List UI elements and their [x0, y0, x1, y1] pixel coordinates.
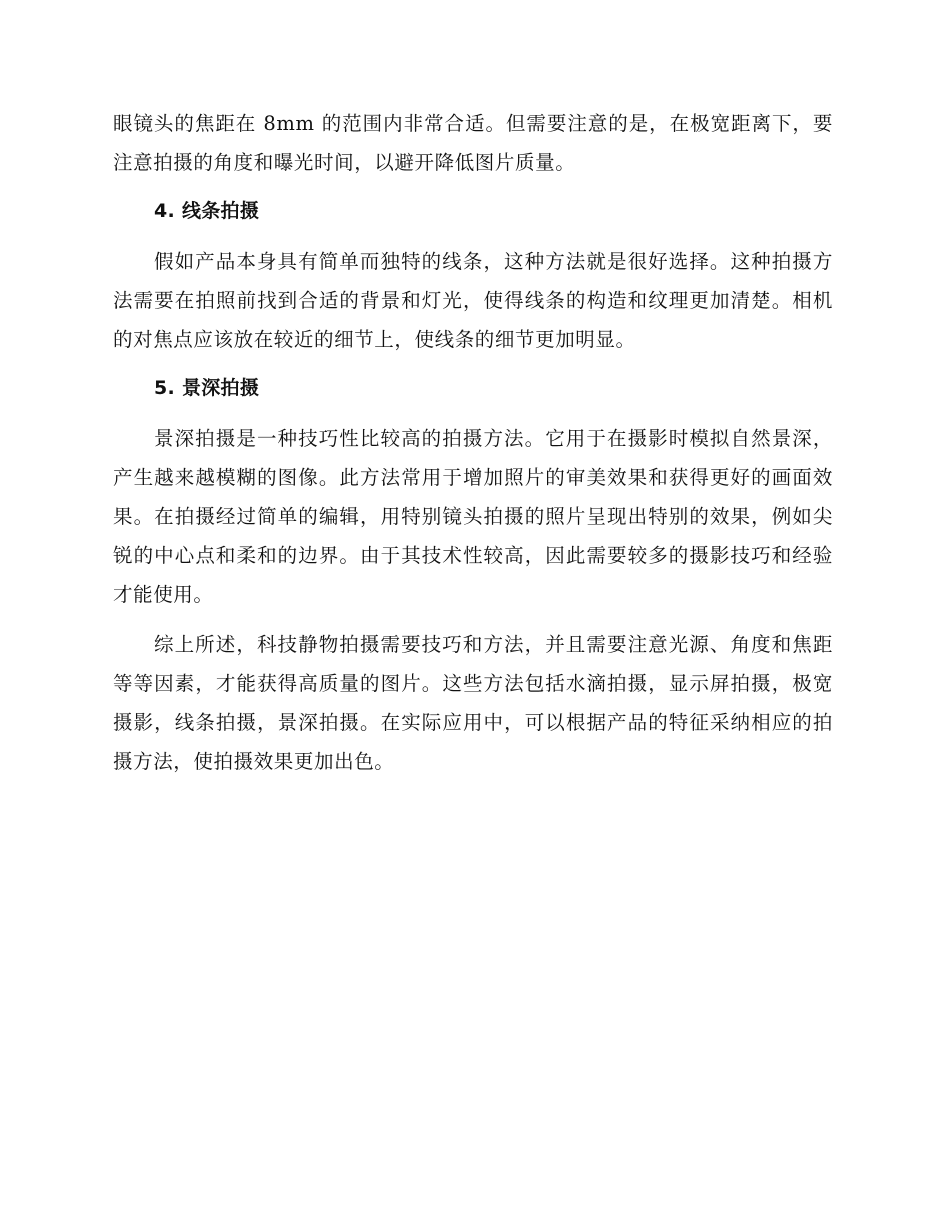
- paragraph-focal-length: 眼镜头的焦距在 8mm 的范围内非常合适。但需要注意的是，在极宽距离下，要注意拍摄的角度和曝光时间，以避开降低图片质量。: [113, 112, 833, 174]
- paragraph-spacer: [113, 614, 833, 625]
- section-heading-depth-of-field: 5. 景深拍摄: [154, 377, 260, 399]
- paragraph-summary: 综上所述，科技静物拍摄需要技巧和方法，并且需要注意光源、角度和焦距等等因素，才能获得高质量的图片。这些方法包括水滴拍摄，显示屏拍摄，极宽摄影，线条拍摄，景深拍摄。在实际应用中，可以根据产品的特征采纳相应的拍摄方法，使拍摄效果更加出色。: [113, 633, 833, 773]
- paragraph-line-shooting: 假如产品本身具有简单而独特的线条，这种方法就是很好选择。这种拍摄方法需要在拍照前找到合适的背景和灯光，使得线条的构造和纹理更加清楚。相机的对焦点应该放在较近的细节上，使线条的细节更加明显。: [113, 250, 833, 351]
- paragraph-depth-of-field: 景深拍摄是一种技巧性比较高的拍摄方法。它用于在摄影时模拟自然景深，产生越来越模糊的图像。此方法常用于增加照片的审美效果和获得更好的画面效果。在拍摄经过简单的编辑，用特别镜头拍摄的照片呈现出特别的效果，例如尖锐的中心点和柔和的边界。由于其技术性较高，因此需要较多的摄影技巧和经验才能使用。: [113, 427, 833, 606]
- section-heading-line-shooting: 4. 线条拍摄: [154, 200, 260, 222]
- document-body: [113, 104, 833, 781]
